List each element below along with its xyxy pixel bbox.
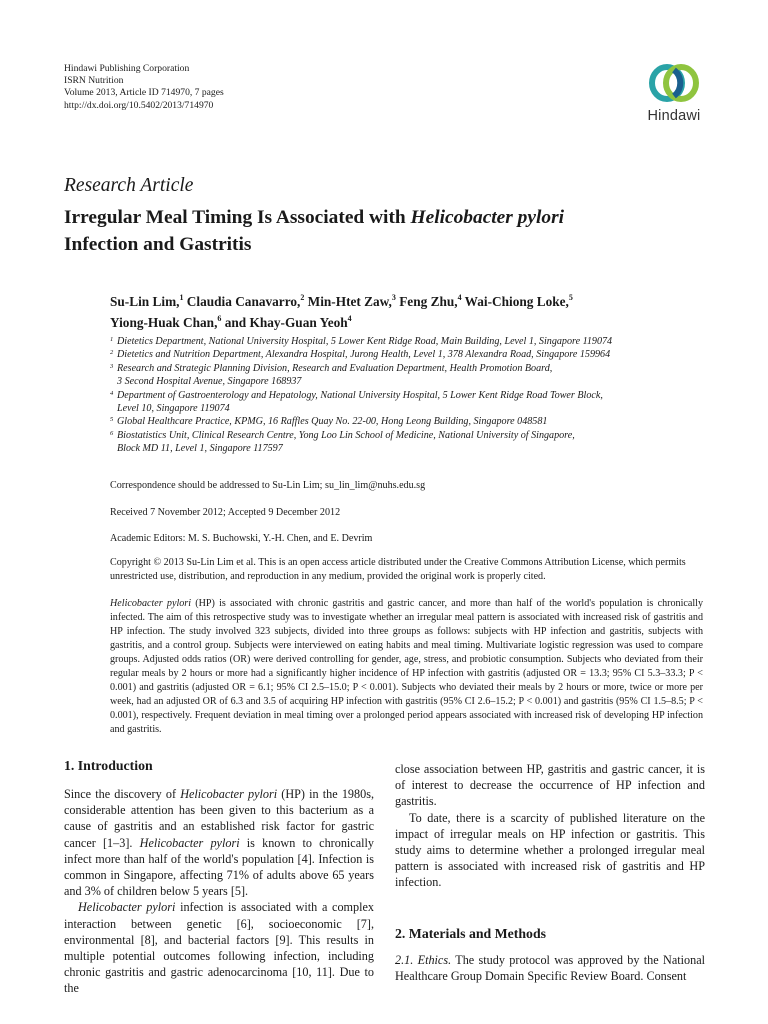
affiliation: 2 Dietetics and Nutrition Department, Alexandra Hospital, Jurong Health, Level 1, 378 Alexandra Road, Singapore 159964: [110, 349, 611, 361]
author: Claudia Canavarro,$^2$: [186, 293, 305, 309]
section-heading-methods: 2. Materials and Methods: [395, 925, 546, 941]
author-list: [110, 291, 710, 333]
publisher: Hindawi Publishing Corporation: [64, 63, 190, 74]
methods-paragraph: 2.1. Ethics. The study protocol was approved by the National Healthcare Group Domain Specific Review Board. Consent: [395, 952, 705, 983]
journal-name: ISRN Nutrition: [64, 75, 124, 87]
author: Min-Htet Zaw,$^3$: [307, 293, 396, 309]
affiliation: 6 Biostatistics Unit, Clinical Research Centre, Yong Loo Lin School of Medicine, National University of Singapore, Block MD 11, Level 1, Singapore 117597: [110, 429, 575, 455]
affiliation-list: [110, 335, 710, 456]
author: and Khay-Guan Yeoh$^4$: [224, 314, 352, 330]
author: Su-Lin Lim,$^1$: [110, 293, 184, 309]
abstract: Helicobacter pylori (HP) is associated with chronic gastritis and gastric cancer, and more than half of the world's population is chronically infected. The aim of this retrospective study was to investigate whether an irregular meal pattern is associated with increased risk of gastritis and HP infection. The study involved 323 subjects, divided into three groups as follows: subjects with HP infection and gastritis, subjects with gastritis, and a control group. Subjects were interviewed on eating habits and meal timing. Multivariate logistic regression was used to compare groups. Adjusted odds ratios (OR) were derived controlling for gender, age, stress, and probiotic consumption. Subjects who deviated from their regular meals by 2 hours or more had a significantly higher incidence of HP infection with gastritis (adjusted OR = 13.3; 95% CI 5.3–33.3; P < 0.001) and gastritis (adjusted OR = 6.1; 95% CI 2.5–15.0; P < 0.001). Subjects who deviated their meals by 2 hours or more, twice or more per week, had an adjusted OR of 6.3 and 3.5 of acquiring HP infection with gastritis (95% CI 2.6–15.2; P < 0.001) and gastritis (95% CI 1.5–8.5; P < 0.001), respectively. Frequent deviation in meal timing over a prolonged period appears associated with increased risk of developing HP infection and gastritis.: [110, 598, 703, 735]
author: Feng Zhu,$^4$: [399, 293, 462, 309]
article-title: Irregular Meal Timing Is Associated with Helicobacter pylori Infection and Gastritis: [64, 207, 564, 255]
hindawi-logo: [634, 60, 714, 124]
hindawi-rings-icon: [647, 60, 701, 106]
section-heading-introduction: 1. Introduction: [64, 758, 153, 773]
affiliation: 1 Dietetics Department, National University Hospital, 5 Lower Kent Ridge Road, Main Building, Level 1, Singapore 119074: [110, 336, 613, 347]
title-organism: Helicobacter pylori: [410, 207, 564, 228]
volume-info: Volume 2013, Article ID 714970, 7 pages: [64, 87, 224, 99]
academic-editors: Academic Editors: M. S. Buchowski, Y.-H. Chen, and E. Devrim: [110, 533, 373, 544]
affiliation: 3 Research and Strategic Planning Division, Research and Evaluation Department, Health Promotion Board, 3 Second Hospital Avenue, Singapore 168937: [110, 362, 553, 388]
intro-paragraph: Helicobacter pylori infection is associated with a complex interaction between genetic [6], socioeconomic [7], environmental [8], and bacterial factors [9]. This results in multiple potential outcomes following infection, including chronic gastritis and gastric adenocarcinoma [10, 11]. Due to the: [64, 900, 374, 996]
article-type: Research Article: [64, 175, 194, 196]
correspondence: Correspondence should be addressed to Su-Lin Lim; su_lin_lim@nuhs.edu.sg: [110, 480, 426, 491]
affiliation: 4 Department of Gastroenterology and Hepatology, National University Hospital, 5 Lower Kent Ridge Road Tower Block, Level 10, Singapore 119074: [110, 389, 603, 415]
author: Wai-Chiong Loke,$^5$: [464, 293, 573, 309]
intro-paragraph: close association between HP, gastritis and gastric cancer, it is of interest to decrease the occurrence of HP infection and gastritis.: [395, 762, 705, 809]
right-column: [395, 761, 705, 984]
subsection-heading: 2.1. Ethics.: [395, 952, 452, 967]
doi-link[interactable]: http://dx.doi.org/10.5402/2013/714970: [64, 99, 214, 111]
affiliation: 5 Global Healthcare Practice, KPMG, 16 Raffles Quay No. 22-00, Hong Leong Building, Singapore 048581: [110, 416, 548, 428]
publication-info: [64, 63, 224, 112]
copyright-notice: Copyright © 2013 Su-Lin Lim et al. This is an open access article distributed under the Creative Commons Attribution License, which permits unrestricted use, distribution, and reproduction in any medium, provided the original work is properly cited.: [110, 557, 686, 582]
left-column: [64, 756, 374, 997]
intro-paragraph: Since the discovery of Helicobacter pylori (HP) in the 1980s, considerable attention has been given to this bacterium as a cause of gastritis and an established risk factor for gastric cancer [1–3]. Helicobacter pylori is known to chronically infect more than half of the world's population [4]. Infection is common in Singapore, affecting 71% of adults above 65 years and 3% of children below 5 years [5].: [64, 787, 375, 899]
logo-text: Hindawi: [647, 108, 701, 124]
received-dates: Received 7 November 2012; Accepted 9 December 2012: [110, 507, 341, 518]
intro-paragraph: To date, there is a scarcity of published literature on the impact of irregular meals on HP infection or gastritis. This study aims to determine whether a prolonged irregular meal pattern is associated with increased risk of gastritis and HP infection.: [395, 810, 705, 890]
author: Yiong-Huak Chan,$^6$: [110, 314, 222, 330]
